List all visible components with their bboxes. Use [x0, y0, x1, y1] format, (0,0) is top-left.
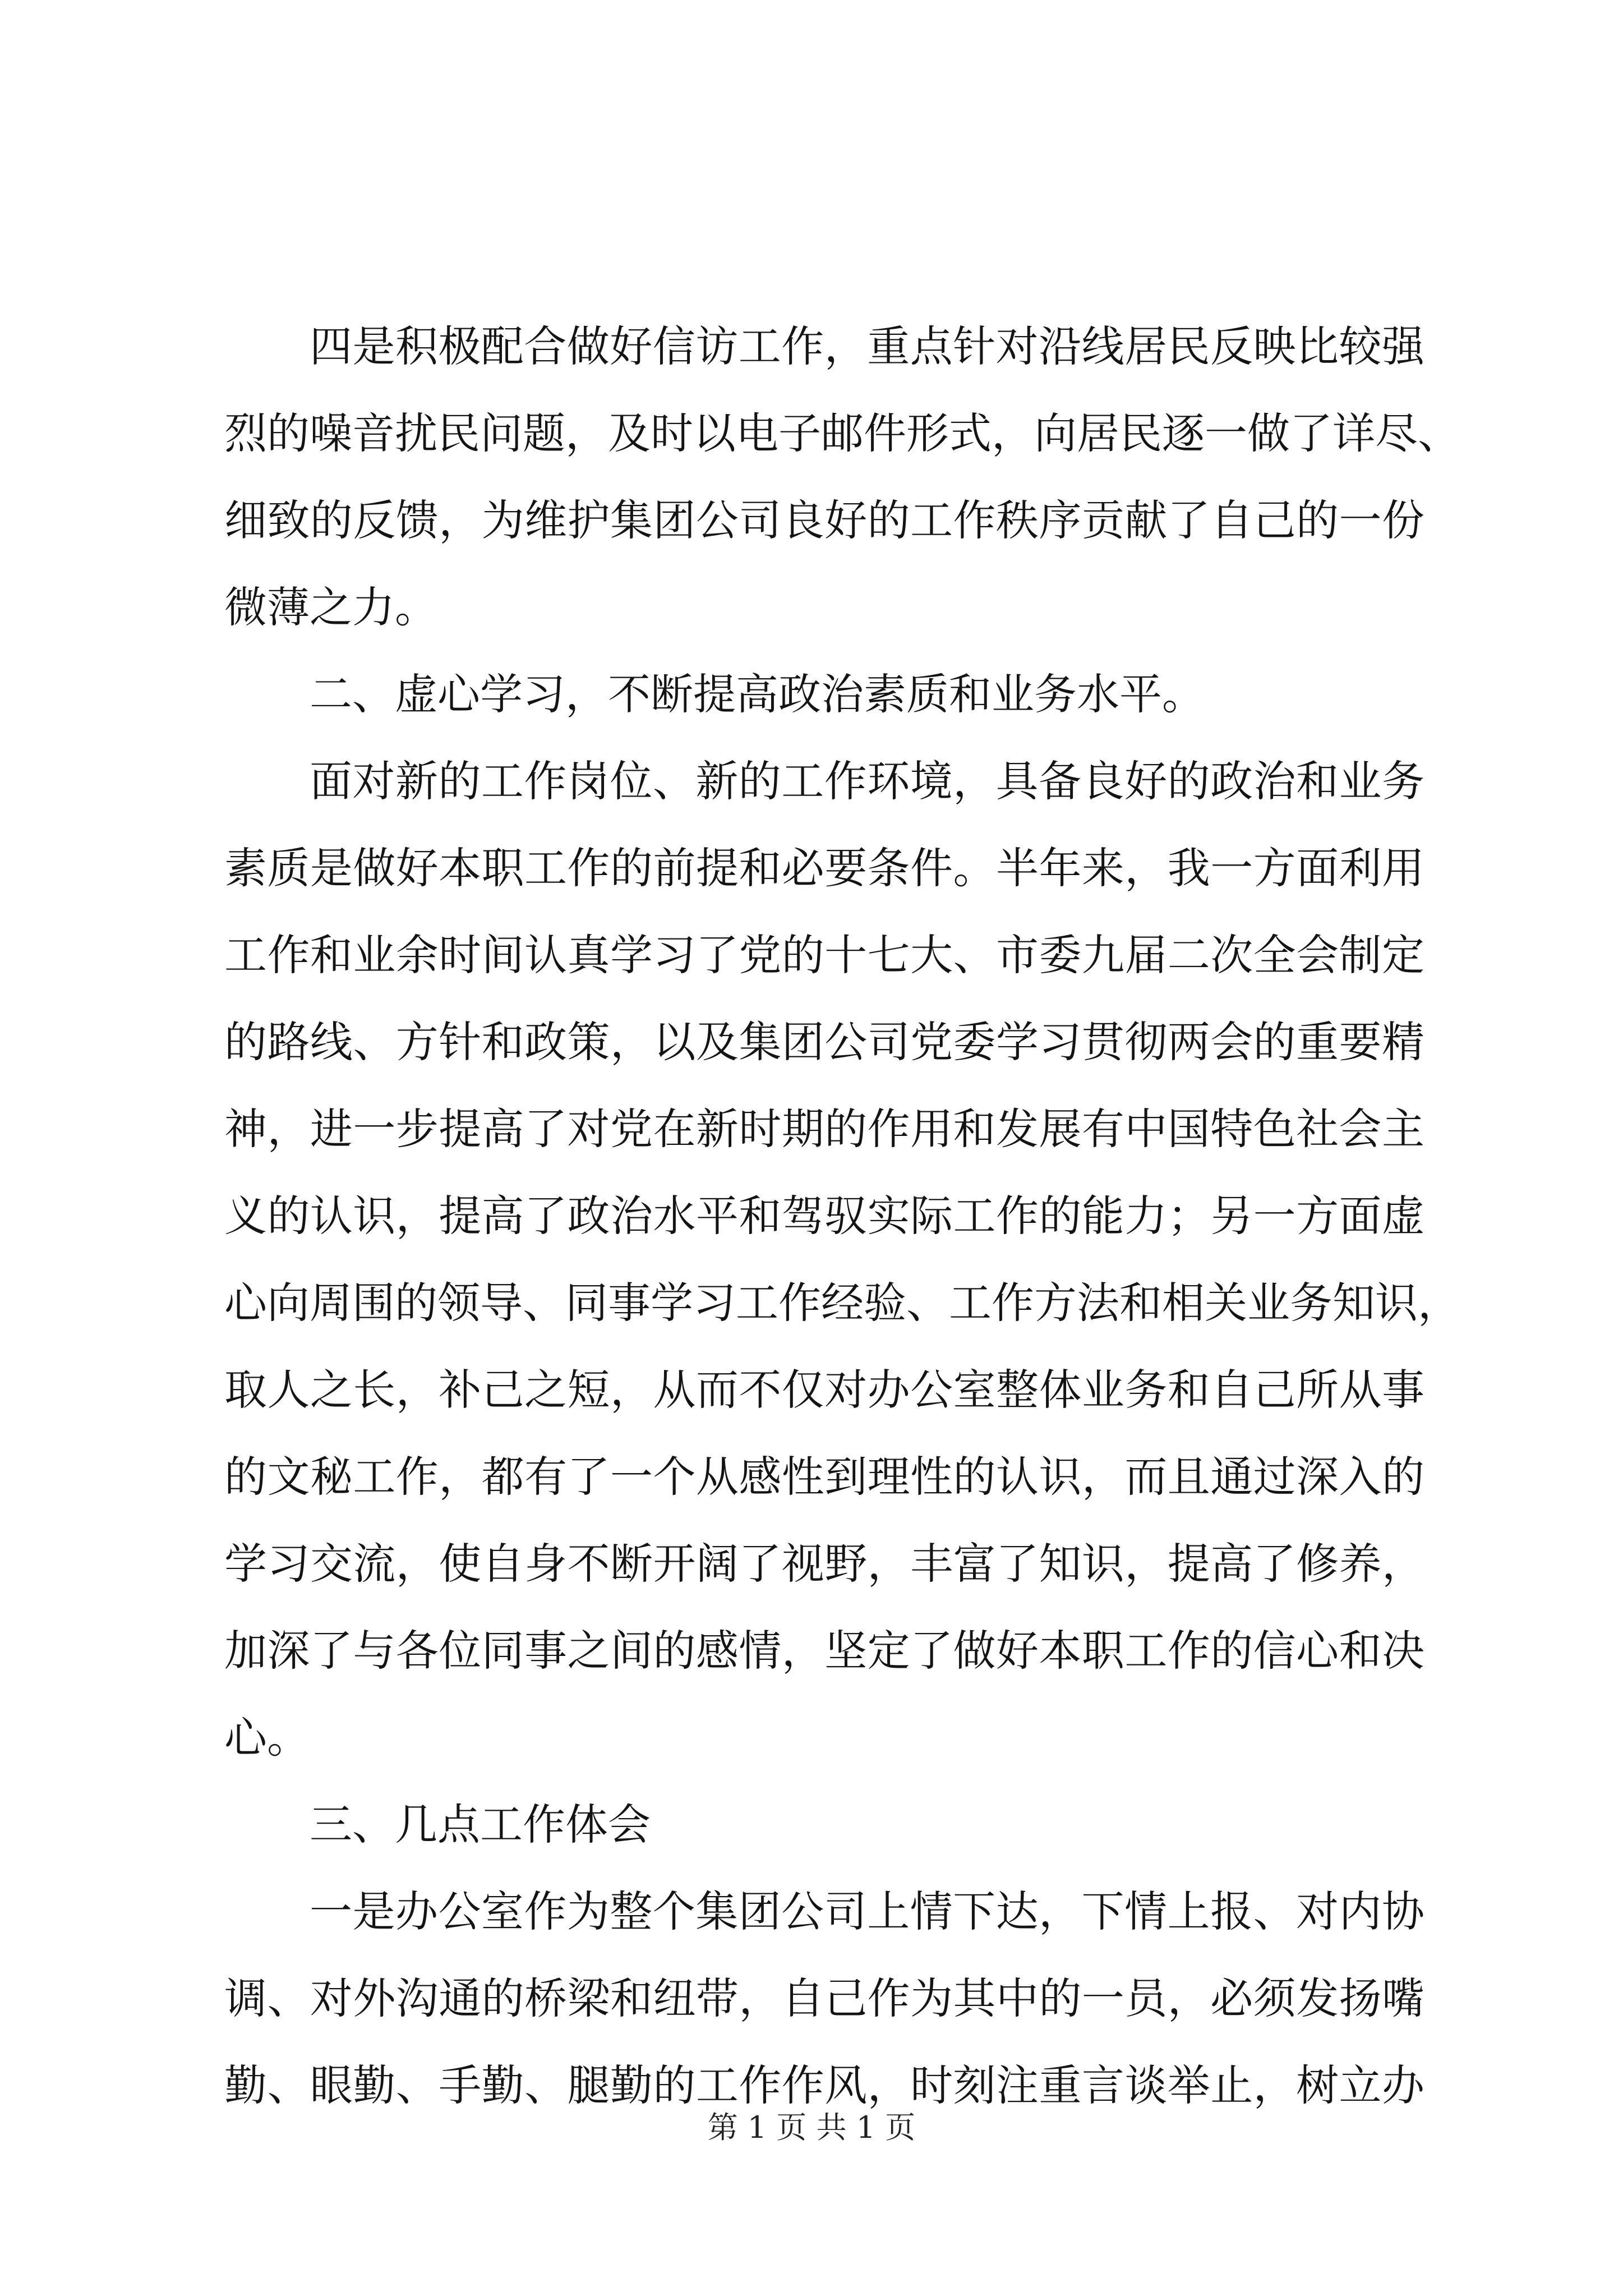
paragraph-line: 面对新的工作岗位、新的工作环境，具备良好的政治和业务	[310, 756, 1424, 806]
paragraph-line: 勤、眼勤、手勤、腿勤的工作作风，时刻注重言谈举止，树立办	[224, 2060, 1424, 2110]
section-heading: 二、虚心学习，不断提高政治素质和业务水平。	[310, 669, 1205, 719]
paragraph-line: 学习交流，使自身不断开阔了视野，丰富了知识，提高了修养，	[224, 1539, 1424, 1589]
paragraph-line: 心向周围的领导、同事学习工作经验、工作方法和相关业务知识，	[224, 1278, 1460, 1328]
section-heading: 三、几点工作体会	[310, 1800, 651, 1849]
paragraph-line: 心。	[224, 1713, 310, 1763]
paragraph-line: 取人之长，补己之短，从而不仅对办公室整体业务和自己所从事	[224, 1365, 1424, 1415]
paragraph-line: 的路线、方针和政策，以及集团公司党委学习贯彻两会的重要精	[224, 1017, 1424, 1067]
document-body	[224, 303, 1460, 2129]
paragraph-line: 神，进一步提高了对党在新时期的作用和发展有中国特色社会主	[224, 1104, 1424, 1154]
page-number-footer: 第 1 页 共 1 页	[707, 2110, 916, 2145]
paragraph-line: 工作和业余时间认真学习了党的十七大、市委九届二次全会制定	[224, 930, 1424, 980]
paragraph-line: 义的认识，提高了政治水平和驾驭实际工作的能力；另一方面虚	[224, 1191, 1424, 1241]
paragraph-line: 调、对外沟通的桥梁和纽带，自己作为其中的一员，必须发扬嘴	[224, 1973, 1424, 2023]
paragraph-line: 的文秘工作，都有了一个从感性到理性的认识，而且通过深入的	[224, 1452, 1424, 1502]
paragraph-line: 烈的噪音扰民问题，及时以电子邮件形式，向居民逐一做了详尽、	[224, 408, 1460, 458]
paragraph-line: 微薄之力。	[224, 582, 437, 632]
paragraph-line: 加深了与各位同事之间的感情，坚定了做好本职工作的信心和决	[224, 1626, 1424, 1676]
paragraph-line: 四是积极配合做好信访工作，重点针对沿线居民反映比较强	[310, 321, 1424, 371]
paragraph-line: 一是办公室作为整个集团公司上情下达，下情上报、对内协	[310, 1887, 1424, 1936]
paragraph-line: 素质是做好本职工作的前提和必要条件。半年来，我一方面利用	[224, 843, 1424, 893]
paragraph-line: 细致的反馈，为维护集团公司良好的工作秩序贡献了自己的一份	[224, 495, 1424, 545]
